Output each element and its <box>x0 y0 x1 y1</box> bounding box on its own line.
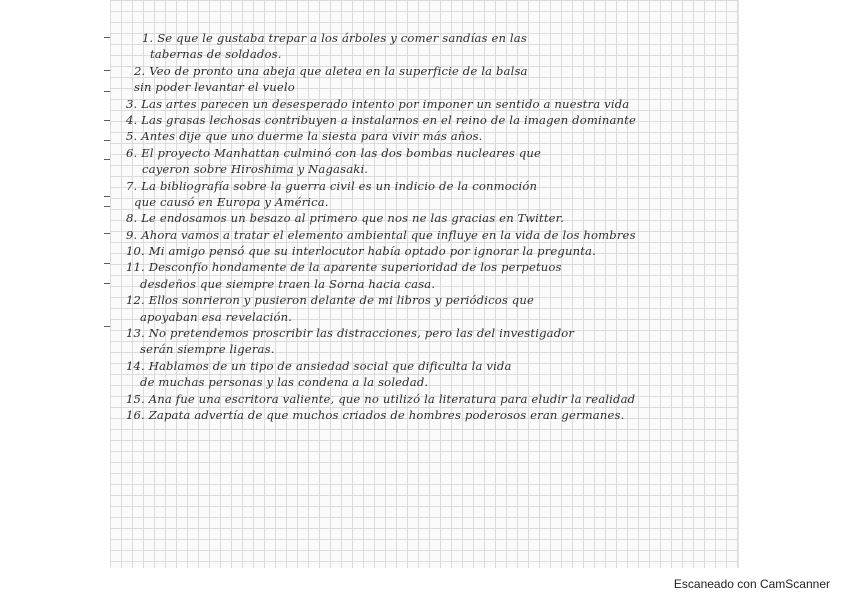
text-line: 1. Se que le gustaba trepar a los árboles y comer sandías en las <box>142 31 527 45</box>
margin-mark <box>104 326 110 327</box>
text-line: 6. El proyecto Manhattan culminó con las dos bombas nucleares que <box>126 145 542 160</box>
margin-mark <box>104 233 110 234</box>
margin-mark <box>104 206 110 207</box>
handwritten-text <box>126 30 736 423</box>
text-line: 12. Ellos sonrieron y pusieron delante de mi libros y periódicos que <box>126 293 534 308</box>
margin-mark <box>104 140 110 141</box>
text-line: 11. Desconfío hondamente de la aparente superioridad de los perpetuos <box>126 260 562 275</box>
text-line: 4. Las grasas lechosas contribuyen a instalarnos en el reino de la imagen dominante <box>126 112 636 127</box>
text-line: 2. Veo de pronto una abeja que aletea en la superficie de la balsa <box>134 63 528 78</box>
text-line: 15. Ana fue una escritora valiente, que no utilizó la literatura para eludir la realidad <box>126 391 636 406</box>
text-line: 3. Las artes parecen un desesperado intento por imponer un sentido a nuestra vida <box>126 96 630 111</box>
text-line: que causó en Europa y América. <box>134 194 329 209</box>
text-line: 5. Antes dije que uno duerme la siesta para vivir más años. <box>126 129 483 144</box>
margin-mark <box>104 263 110 264</box>
text-line: serán siempre ligeras. <box>140 342 275 357</box>
margin-mark <box>104 91 110 92</box>
text-line: 14. Hablamos de un tipo de ansiedad social que dificulta la vida <box>126 358 512 373</box>
text-line: de muchas personas y las condena a la soledad. <box>140 375 429 390</box>
margin-mark <box>104 159 110 160</box>
margin-mark <box>104 120 110 121</box>
margin-mark <box>104 37 110 38</box>
text-line: desdeños que siempre traen la Sorna hacia casa. <box>140 276 436 291</box>
text-line: 10. Mi amigo pensó que su interlocutor había optado por ignorar la pregunta. <box>126 244 596 259</box>
text-line: 16. Zapata advertía de que muchos criados de hombres poderosos eran germanes. <box>126 407 625 422</box>
text-line: 8. Le endosamos un besazo al primero que nos ne las gracias en Twitter. <box>126 211 564 226</box>
margin-mark <box>104 196 110 197</box>
text-line: tabernas de soldados. <box>150 47 282 62</box>
margin-mark <box>104 283 110 284</box>
margin-mark <box>104 70 110 71</box>
camscanner-watermark: Escaneado con CamScanner <box>673 577 830 591</box>
text-line: sin poder levantar el vuelo <box>134 80 295 95</box>
text-line: apoyaban esa revelación. <box>140 309 293 324</box>
text-line: 7. La bibliografía sobre la guerra civil es un indicio de la conmoción <box>126 178 538 193</box>
text-line: 9. Ahora vamos a tratar el elemento ambiental que influye en la vida de los hombres <box>126 227 636 242</box>
text-line: 13. No pretendemos proscribir las distracciones, pero las del investigador <box>126 326 575 341</box>
text-line: cayeron sobre Hiroshima y Nagasaki. <box>142 162 369 177</box>
